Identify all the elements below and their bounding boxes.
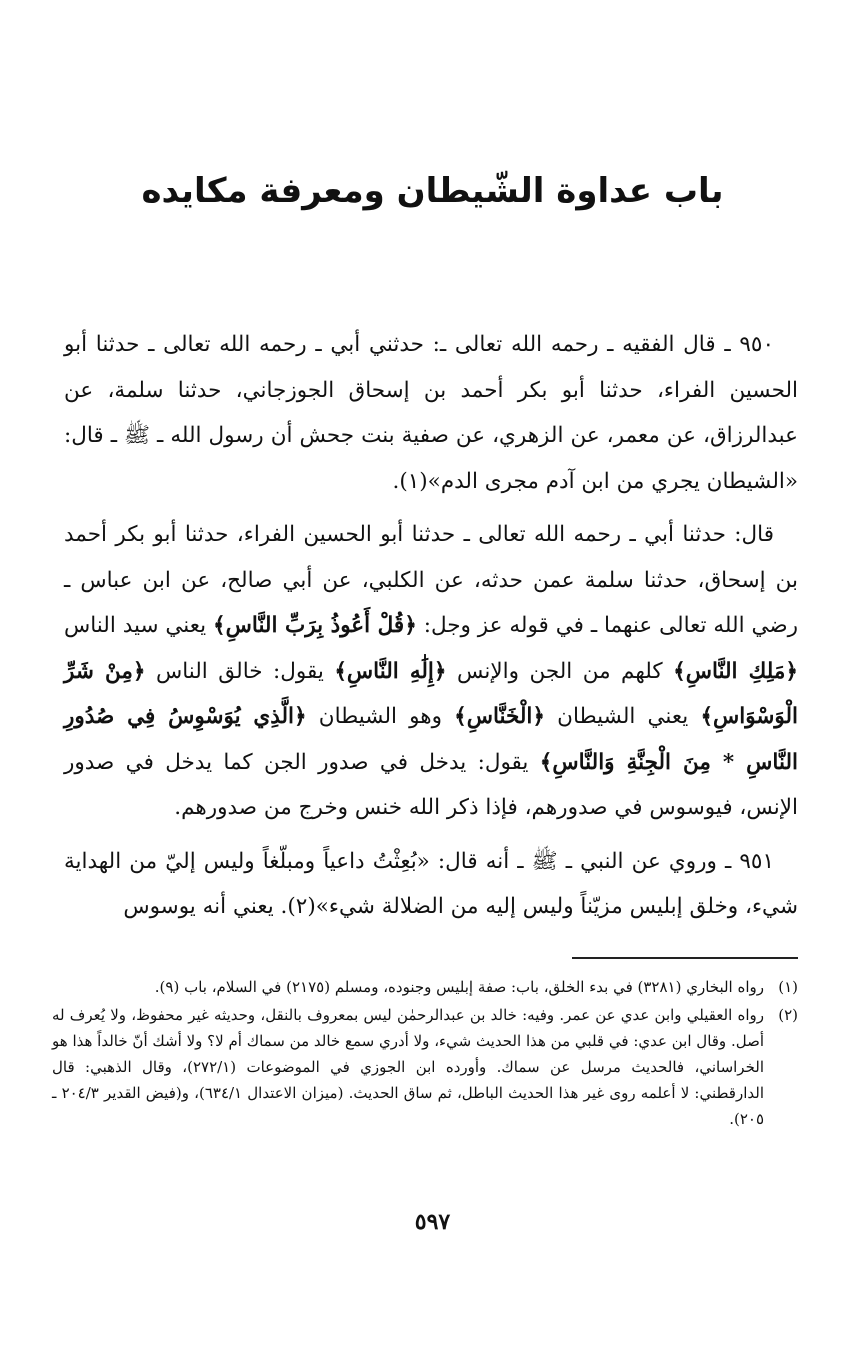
footnote-text: رواه العقيلي وابن عدي عن عمر. وفيه: خالد بن عبدالرحمٰن ليس بمعروف بالنقل، وحديثه غير محفوظ، ولا يُعرف له أصل. وقال ابن عدي: في قلبي من هذا الحديث شيء، ولا أدري سمع خالد من سماك أم لا؟ ولا أشك أنّ خالداً هذا هو الخراساني، فالحديث مرسل عن سماك. وأورده ابن الجوزي في الموضوعات (٢٧٢/١)، وقال الذهبي: قال الدارقطني: لا أعلمه روى غير هذا الحديث الباطل، ثم ساق الحديث. (ميزان الاعتدال ٦٣٤/١)، و(فيض القدير ٢٠٤/٣ ـ ٢٠٥). (52, 1006, 765, 1128)
quran-verse: ﴿مَلِكِ النَّاسِ﴾ (673, 658, 798, 684)
paragraph-text: ٩٥٠ ـ قال الفقيه ـ رحمه الله تعالى ـ: حدثني أبي ـ رحمه الله تعالى ـ حدثنا أبو الحسين الفراء، حدثنا أبو بكر أحمد بن إسحاق الجوزجاني، حدثنا سلمة، عن عبدالرزاق، عن معمر، عن الزهري، عن صفية بنت جحش أن رسول الله ـ ﷺ ـ قال: «الشيطان يجري من ابن آدم مجرى الدم»(١). (64, 332, 798, 494)
paragraph-text: يقول: خالق الناس (145, 658, 335, 684)
quran-verse: ﴿قُلْ أَعُوذُ بِرَبِّ النَّاسِ﴾ (213, 613, 417, 638)
quran-verse: ﴿الَّذِي يُوَسْوِسُ فِي صُدُورِ النَّاسِ * مِنَ الْجِنَّةِ وَالنَّاسِ﴾ (64, 704, 798, 775)
footnote-number: (١) (778, 978, 798, 996)
paragraph-text: قال: حدثنا أبي ـ رحمه الله تعالى ـ حدثنا أبو الحسين الفراء، حدثنا أبو بكر أحمد بن إسحاق، حدثنا سلمة عمن حدثه، عن الكلبي، عن أبي صالح، عن ابن عباس ـ رضي الله تعالى عنهما ـ في قوله عز وجل: (64, 522, 798, 638)
quran-verse: ﴿إِلَٰهِ النَّاسِ﴾ (334, 658, 447, 684)
footnote-separator (572, 957, 798, 959)
quran-verse: ﴿مِنْ شَرِّ الْوَسْوَاسِ﴾ (64, 658, 799, 729)
paragraph-950 (64, 322, 798, 504)
footnote-2 (52, 1002, 798, 1132)
paragraph-text: يعني سيد الناس (64, 613, 214, 638)
quran-verse: ﴿الْخَنَّاسِ﴾ (454, 704, 546, 729)
paragraph-text: وهو الشيطان (306, 704, 455, 729)
paragraph-951 (64, 839, 798, 930)
paragraph-commentary (64, 512, 798, 831)
paragraph-text: يعني الشيطان (545, 704, 701, 729)
chapter-title: باب عداوة الشّيطان ومعرفة مكايده (141, 171, 724, 211)
paragraph-text: كلهم من الجن والإنس (446, 658, 674, 684)
paragraph-text: يقول: يدخل في صدور الجن كما يدخل في صدور الإنس، فيوسوس في صدورهم، فإذا ذكر الله خنس وخرج من صدورهم. (64, 749, 798, 820)
main-text (64, 322, 798, 930)
footnotes (52, 974, 798, 1134)
footnote-text: رواه البخاري (٣٢٨١) في بدء الخلق، باب: صفة إبليس وجنوده، ومسلم (٢١٧٥) في السلام، باب (٩). (154, 978, 764, 996)
footnote-number: (٢) (778, 1006, 798, 1024)
page-number: ٥٩٧ (414, 1209, 451, 1235)
footnote-1 (52, 974, 798, 1000)
paragraph-text: ٩٥١ ـ وروي عن النبي ـ ﷺ ـ أنه قال: «بُعِثْتُ داعياً ومبلّغاً وليس إليّ من الهداية شيء، وخلق إبليس مزيّناً وليس إليه من الضلالة شيء»(٢). يعني أنه يوسوس (64, 848, 798, 919)
